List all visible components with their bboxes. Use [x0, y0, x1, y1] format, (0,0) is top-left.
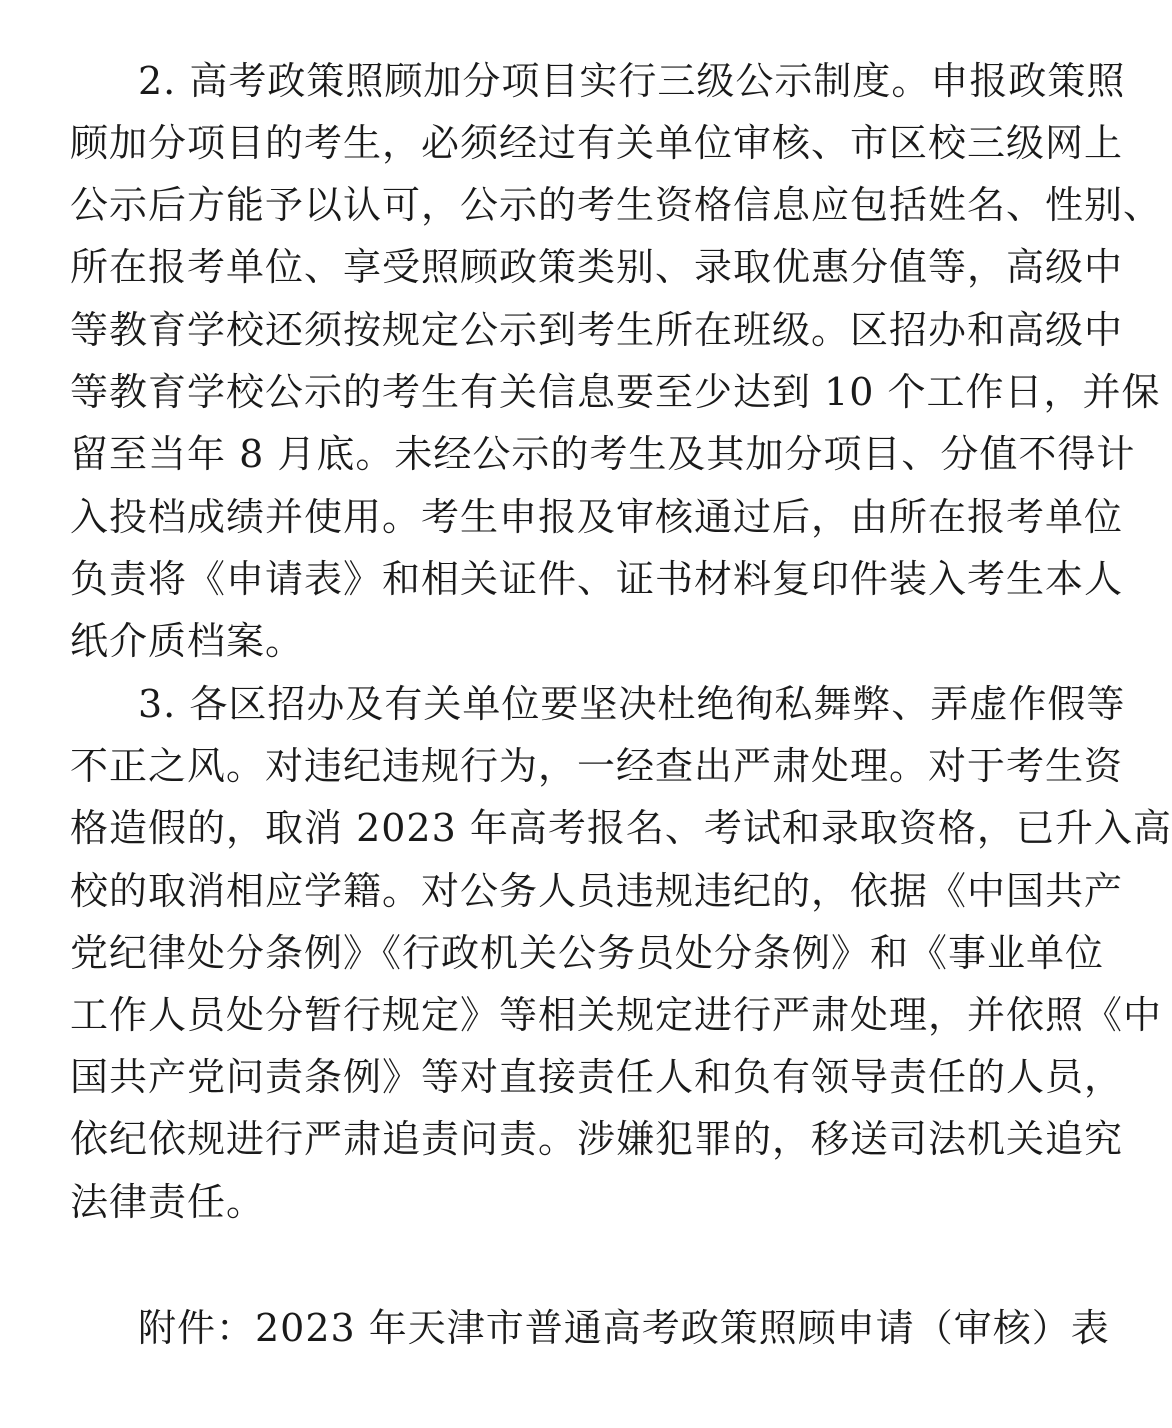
- paragraph-2-line-9: 负责将《申请表》和相关证件、证书材料复印件装入考生本人: [70, 557, 1124, 601]
- paragraph-3-line-5: 党纪律处分条例》《行政机关公务员处分条例》和《事业单位: [70, 931, 1105, 975]
- paragraph-2-line-4: 所在报考单位、享受照顾政策类别、录取优惠分值等，高级中: [70, 245, 1124, 289]
- paragraph-3-line-7: 国共产党问责条例》等对直接责任人和负有领导责任的人员，: [70, 1055, 1124, 1099]
- paragraph-2-line-3: 公示后方能予以认可，公示的考生资格信息应包括姓名、性别、: [70, 183, 1163, 227]
- paragraph-3-line-1: 3. 各区招办及有关单位要坚决杜绝徇私舞弊、弄虚作假等: [138, 682, 1126, 726]
- paragraph-2-line-10: 纸介质档案。: [70, 619, 305, 663]
- paragraph-2-line-7: 留至当年 8 月底。未经公示的考生及其加分项目、分值不得计: [70, 432, 1136, 476]
- paragraph-3-line-3: 格造假的，取消 2023 年高考报名、考试和录取资格，已升入高: [70, 806, 1172, 850]
- paragraph-2-line-5: 等教育学校还须按规定公示到考生所在班级。区招办和高级中: [70, 308, 1124, 352]
- paragraph-2-line-1: 2. 高考政策照顾加分项目实行三级公示制度。申报政策照: [138, 59, 1126, 103]
- paragraph-2-line-6: 等教育学校公示的考生有关信息要至少达到 10 个工作日，并保: [70, 370, 1161, 414]
- paragraph-3-line-9: 法律责任。: [70, 1180, 266, 1224]
- paragraph-2-line-2: 顾加分项目的考生，必须经过有关单位审核、市区校三级网上: [70, 121, 1124, 165]
- paragraph-3-line-4: 校的取消相应学籍。对公务人员违规违纪的，依据《中国共产: [70, 869, 1124, 913]
- paragraph-3-line-2: 不正之风。对违纪违规行为，一经查出严肃处理。对于考生资: [70, 744, 1124, 788]
- paragraph-3-line-6: 工作人员处分暂行规定》等相关规定进行严肃处理，并依照《中: [70, 993, 1163, 1037]
- paragraph-2-line-8: 入投档成绩并使用。考生申报及审核通过后，由所在报考单位: [70, 495, 1124, 539]
- paragraph-3-line-8: 依纪依规进行严肃追责问责。涉嫌犯罪的，移送司法机关追究: [70, 1117, 1124, 1161]
- attachment-title: 附件：2023 年天津市普通高考政策照顾申请（审核）表: [138, 1306, 1110, 1350]
